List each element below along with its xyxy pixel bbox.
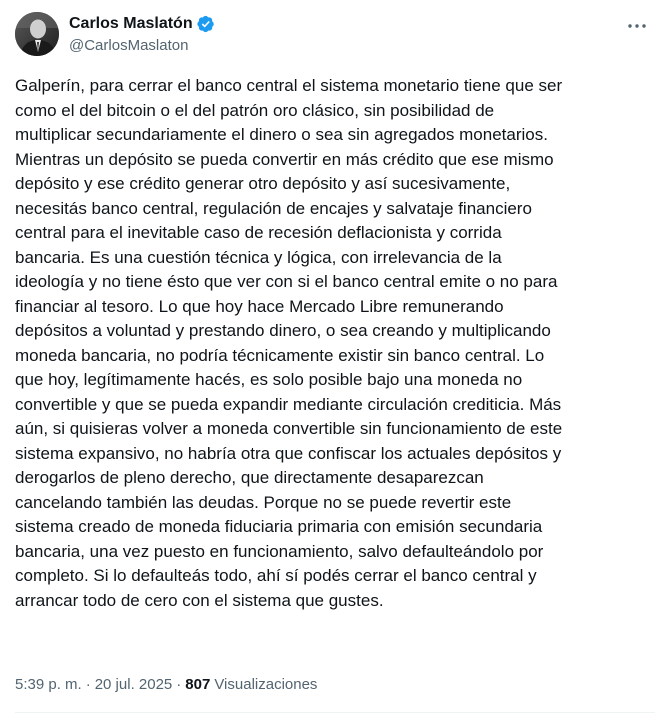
profile-photo-icon — [15, 12, 59, 56]
name-row — [69, 14, 215, 34]
tweet-text: Galperín, para cerrar el banco central el sistema monetario tiene que ser como el del bitcoin o el del patrón oro clásico, sin posibilidad de multiplicar secundariamente el dinero o sea sin agregados monetarios. Mientras un depósito se pueda convertir en más crédito que ese mismo depósito y ese crédito generar otro depósito y así sucesivamente, necesitás banco central, regulación de encajes y salvataje financiero central para el inevitable caso de recesión deflacionista y corrida bancaria. Es una cuestión técnica y lógica, con irrelevancia de la ideología y no tiene ésto que ver con si el banco central emite o no para financiar al tesoro. Lo que hoy hace Mercado Libre remunerando depósitos a voluntad y prestando dinero, o sea creando y multiplicando moneda bancaria, no podría técnicamente existir sin banco central. Lo que hoy, legítimamente hacés, es solo posible bajo una moneda no convertible y que se pueda expandir mediante circulación crediticia. Más aún, si quisieras volver a moneda convertible sin funcionamiento de este sistema expansivo, no habría otra que confiscar los actuales depósitos y derogarlos de pleno derecho, que directamente desaparezcan cancelando también las deudas. Porque no se puede revertir este sistema creado de moneda fiduciaria primaria con emisión secundaria bancaria, una vez puesto en funcionamiento, salvo defaulteándolo por completo. Si lo defaulteás todo, ahí sí podés cerrar el banco central y arrancar todo de cero con el sistema que gustes. — [15, 76, 563, 610]
author-block — [69, 14, 215, 54]
author-handle[interactable]: @CarlosMaslaton — [69, 37, 189, 54]
tweet-date[interactable]: 20 jul. 2025 — [94, 676, 173, 693]
tweet-meta — [15, 676, 317, 693]
tweet-header — [15, 12, 655, 60]
more-dots-icon[interactable] — [625, 16, 649, 36]
views-count: 807 — [185, 676, 211, 693]
divider — [15, 712, 655, 713]
author-name[interactable]: Carlos Maslatón — [69, 15, 193, 32]
verified-badge-icon[interactable] — [197, 15, 215, 33]
views-label: Visualizaciones — [214, 676, 318, 693]
meta-separator: · — [85, 676, 91, 693]
tweet-time[interactable]: 5:39 p. m. — [15, 676, 82, 693]
avatar[interactable] — [15, 12, 59, 56]
meta-separator: · — [176, 676, 182, 693]
